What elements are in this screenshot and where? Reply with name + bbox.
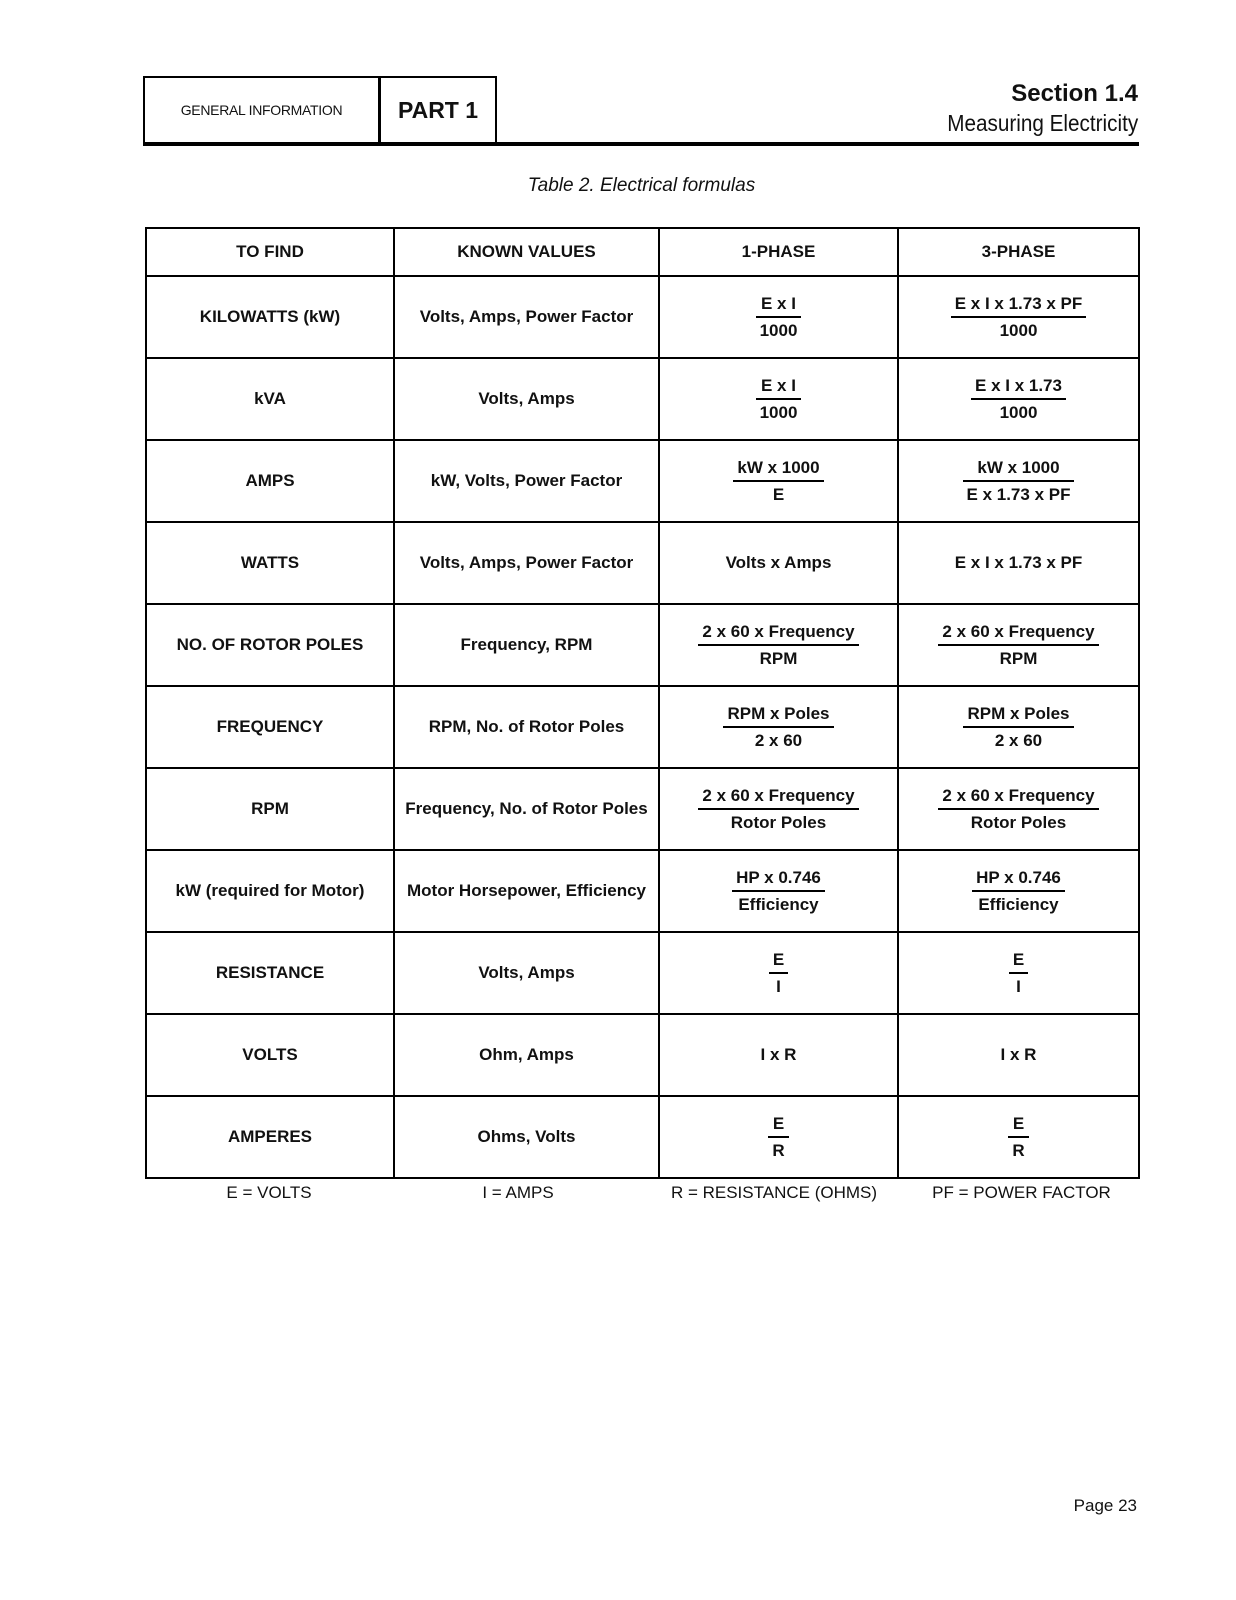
one-phase-formula (659, 358, 898, 440)
known-values-cell: Ohm, Amps (394, 1014, 659, 1096)
to-find-cell: WATTS (146, 522, 394, 604)
fraction (698, 621, 858, 670)
known-values-cell: Volts, Amps (394, 358, 659, 440)
fraction (769, 949, 788, 998)
one-phase-formula (659, 604, 898, 686)
to-find-cell: NO. OF ROTOR POLES (146, 604, 394, 686)
to-find-cell: kVA (146, 358, 394, 440)
denominator: Efficiency (738, 894, 819, 914)
denominator: I (776, 976, 781, 996)
denominator: RPM (759, 648, 798, 668)
three-phase-formula (898, 850, 1139, 932)
three-phase-formula (898, 932, 1139, 1014)
denominator: Efficiency (978, 894, 1059, 914)
to-find-cell: RPM (146, 768, 394, 850)
three-phase-formula (898, 604, 1139, 686)
formula-text: E x I x 1.73 x PF (954, 553, 1083, 572)
table-row (146, 522, 1139, 604)
numerator: E (1008, 1113, 1028, 1138)
formula-text: I x R (1000, 1045, 1037, 1064)
three-phase-formula (898, 686, 1139, 768)
denominator: E x 1.73 x PF (966, 484, 1071, 504)
fraction (972, 867, 1065, 916)
column-header: TO FIND (146, 228, 394, 276)
numerator: HP x 0.746 (732, 867, 825, 892)
table-row (146, 276, 1139, 358)
numerator: HP x 0.746 (972, 867, 1065, 892)
numerator: kW x 1000 (733, 457, 823, 482)
three-phase-formula (898, 1014, 1139, 1096)
header-rule (143, 142, 1139, 146)
legend (145, 1183, 1138, 1203)
numerator: RPM x Poles (963, 703, 1073, 728)
table-caption: Table 2. Electrical formulas (527, 175, 756, 196)
numerator: 2 x 60 x Frequency (698, 785, 858, 810)
fraction (951, 293, 1087, 342)
one-phase-formula (659, 276, 898, 358)
legend-item: I = AMPS (482, 1183, 554, 1202)
three-phase-formula (898, 440, 1139, 522)
category-label (143, 76, 380, 144)
denominator: R (1012, 1140, 1025, 1160)
table-row (146, 850, 1139, 932)
known-values-cell: kW, Volts, Power Factor (394, 440, 659, 522)
denominator: 2 x 60 (754, 730, 803, 750)
known-values-cell: Volts, Amps, Power Factor (394, 522, 659, 604)
one-phase-formula (659, 850, 898, 932)
numerator: E (1009, 949, 1028, 974)
fraction (971, 375, 1066, 424)
table-row (146, 604, 1139, 686)
fraction (938, 621, 1098, 670)
three-phase-formula (898, 522, 1139, 604)
denominator: 2 x 60 (994, 730, 1043, 750)
denominator: 1000 (999, 402, 1038, 422)
three-phase-formula (898, 276, 1139, 358)
known-values-cell: Frequency, RPM (394, 604, 659, 686)
denominator: E (772, 484, 785, 504)
one-phase-formula (659, 440, 898, 522)
to-find-cell: FREQUENCY (146, 686, 394, 768)
formula-text: I x R (760, 1045, 797, 1064)
three-phase-formula (898, 358, 1139, 440)
fraction (963, 457, 1075, 506)
table-body (146, 276, 1139, 1178)
column-header: 3-PHASE (898, 228, 1139, 276)
legend-item: R = RESISTANCE (OHMS) (670, 1183, 878, 1202)
formulas-table (145, 227, 1140, 1179)
table-row (146, 932, 1139, 1014)
denominator: 1000 (759, 402, 798, 422)
to-find-cell: AMPERES (146, 1096, 394, 1178)
numerator: 2 x 60 x Frequency (938, 621, 1098, 646)
numerator: E x I x 1.73 x PF (951, 293, 1087, 318)
to-find-cell: kW (required for Motor) (146, 850, 394, 932)
table-row (146, 1096, 1139, 1178)
to-find-cell: RESISTANCE (146, 932, 394, 1014)
denominator: 1000 (999, 320, 1038, 340)
table-row (146, 686, 1139, 768)
fraction (723, 703, 833, 752)
known-values-cell: Motor Horsepower, Efficiency (394, 850, 659, 932)
denominator: I (1016, 976, 1021, 996)
fraction (698, 785, 858, 834)
known-values-cell: Volts, Amps (394, 932, 659, 1014)
numerator: RPM x Poles (723, 703, 833, 728)
fraction (733, 457, 823, 506)
numerator: E (769, 949, 788, 974)
section-title: Measuring Electricity (947, 110, 1138, 136)
fraction (768, 1113, 788, 1162)
table-row (146, 358, 1139, 440)
known-values-cell: Volts, Amps, Power Factor (394, 276, 659, 358)
numerator: 2 x 60 x Frequency (698, 621, 858, 646)
numerator: kW x 1000 (963, 457, 1075, 482)
one-phase-formula (659, 522, 898, 604)
column-header: 1-PHASE (659, 228, 898, 276)
fraction (963, 703, 1073, 752)
numerator: 2 x 60 x Frequency (938, 785, 1098, 810)
legend-item: E = VOLTS (226, 1183, 312, 1202)
one-phase-formula (659, 932, 898, 1014)
part-text: PART 1 (397, 96, 479, 123)
table-row (146, 1014, 1139, 1096)
fraction (1008, 1113, 1028, 1162)
numerator: E (768, 1113, 788, 1138)
to-find-cell: KILOWATTS (kW) (146, 276, 394, 358)
table-header-row (146, 228, 1139, 276)
known-values-cell: Frequency, No. of Rotor Poles (394, 768, 659, 850)
section-number: Section 1.4 (1011, 80, 1138, 107)
one-phase-formula (659, 1096, 898, 1178)
numerator: E x I (756, 293, 802, 318)
to-find-cell: VOLTS (146, 1014, 394, 1096)
fraction (1009, 949, 1028, 998)
known-values-cell: RPM, No. of Rotor Poles (394, 686, 659, 768)
category-text: GENERAL INFORMATION (180, 102, 343, 118)
column-header: KNOWN VALUES (394, 228, 659, 276)
fraction (756, 375, 802, 424)
denominator: Rotor Poles (970, 812, 1067, 832)
formula-text: Volts x Amps (725, 553, 832, 572)
denominator: R (772, 1140, 785, 1160)
table-row (146, 440, 1139, 522)
to-find-cell: AMPS (146, 440, 394, 522)
table-row (146, 768, 1139, 850)
one-phase-formula (659, 686, 898, 768)
three-phase-formula (898, 1096, 1139, 1178)
three-phase-formula (898, 768, 1139, 850)
numerator: E x I x 1.73 (971, 375, 1066, 400)
legend-item: PF = POWER FACTOR (932, 1183, 1111, 1202)
numerator: E x I (756, 375, 802, 400)
fraction (756, 293, 802, 342)
denominator: Rotor Poles (730, 812, 827, 832)
known-values-cell: Ohms, Volts (394, 1096, 659, 1178)
page-number: Page 23 (1073, 1496, 1137, 1515)
one-phase-formula (659, 768, 898, 850)
part-label (379, 76, 497, 144)
fraction (938, 785, 1098, 834)
one-phase-formula (659, 1014, 898, 1096)
fraction (732, 867, 825, 916)
denominator: 1000 (759, 320, 798, 340)
denominator: RPM (999, 648, 1038, 668)
